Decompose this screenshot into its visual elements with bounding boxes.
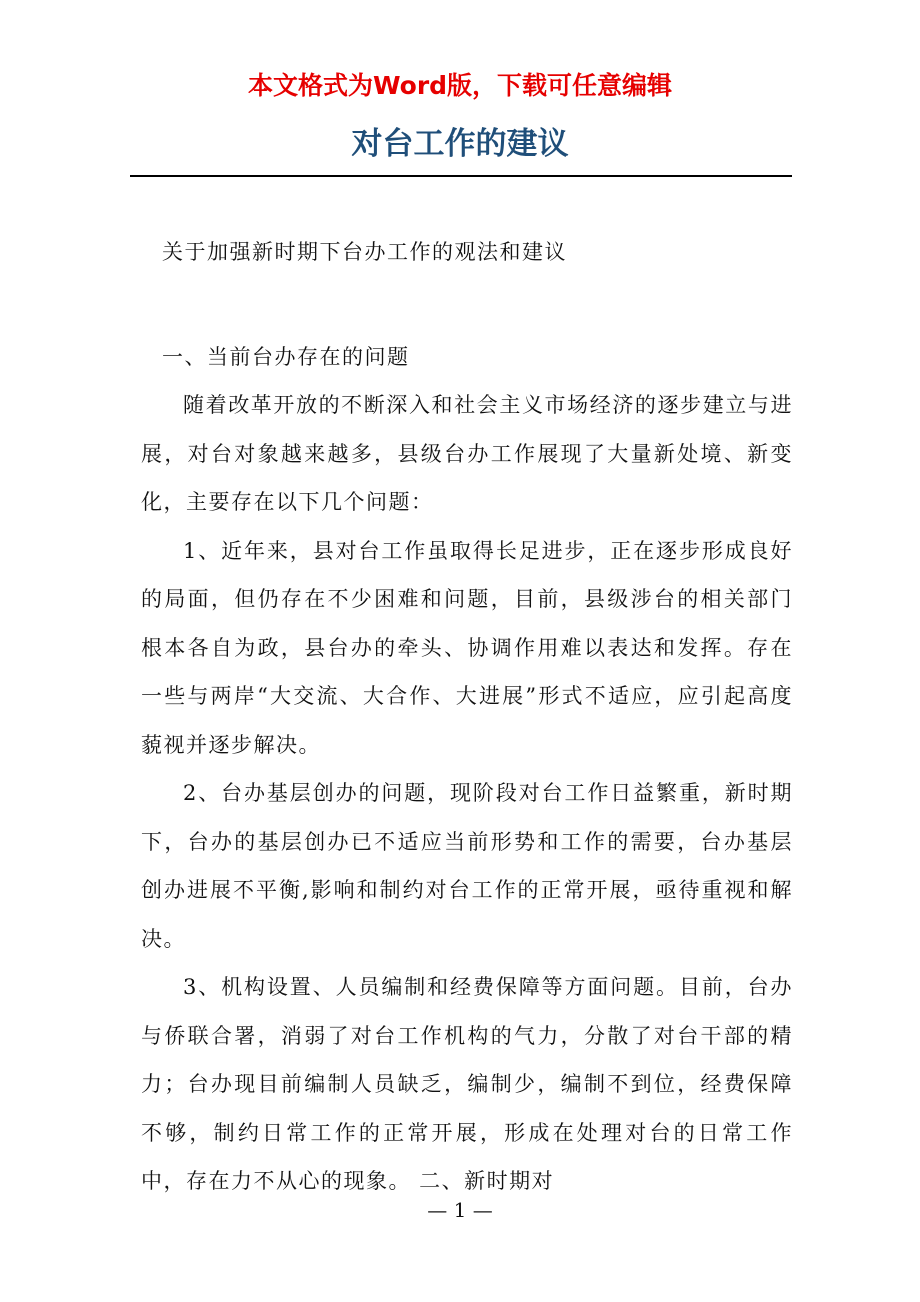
document-title: 对台工作的建议 [351, 126, 569, 162]
title-divider [130, 175, 792, 177]
paragraph-item-1: 1、近年来，县对台工作虽取得长足进步，正在逐步形成良好的局面，但仍存在不少困难和问题，目前，县级涉台的相关部门根本各自为政，县台办的牵头、协调作用难以表达和发挥。存在一些与两岸“大交流、大合作、大进展”形式不适应，应引起高度藐视并逐步解决。 [141, 538, 793, 757]
paragraph-item-2: 2、台办基层创办的问题，现阶段对台工作日益繁重，新时期下，台办的基层创办已不适应当前形势和工作的需要，台办基层创办进展不平衡,影响和制约对台工作的正常开展，亟待重视和解决。 [141, 781, 793, 951]
section-heading: 一、当前台办存在的问题 [162, 344, 410, 369]
spacer [141, 277, 793, 333]
format-banner: 本文格式为Word版，下载可任意编辑 [247, 71, 673, 100]
page-number: — 1 — [427, 1198, 493, 1222]
document-subtitle: 关于加强新时期下台办工作的观法和建议 [162, 240, 567, 264]
paragraph-intro: 随着改革开放的不断深入和社会主义市场经济的逐步建立与进展，对台对象越来越多，县级台办工作展现了大量新处境、新变化，主要存在以下几个问题： [141, 393, 793, 514]
document-body [141, 228, 793, 1206]
paragraph-item-3: 3、机构设置、人员编制和经费保障等方面问题。目前，台办与侨联合署，消弱了对台工作机构的气力，分散了对台干部的精力；台办现目前编制人员缺乏，编制少，编制不到位，经费保障不够，制约日常工作的正常开展，形成在处理对台的日常工作中，存在力不从心的现象。 二、新时期对 [141, 975, 793, 1193]
